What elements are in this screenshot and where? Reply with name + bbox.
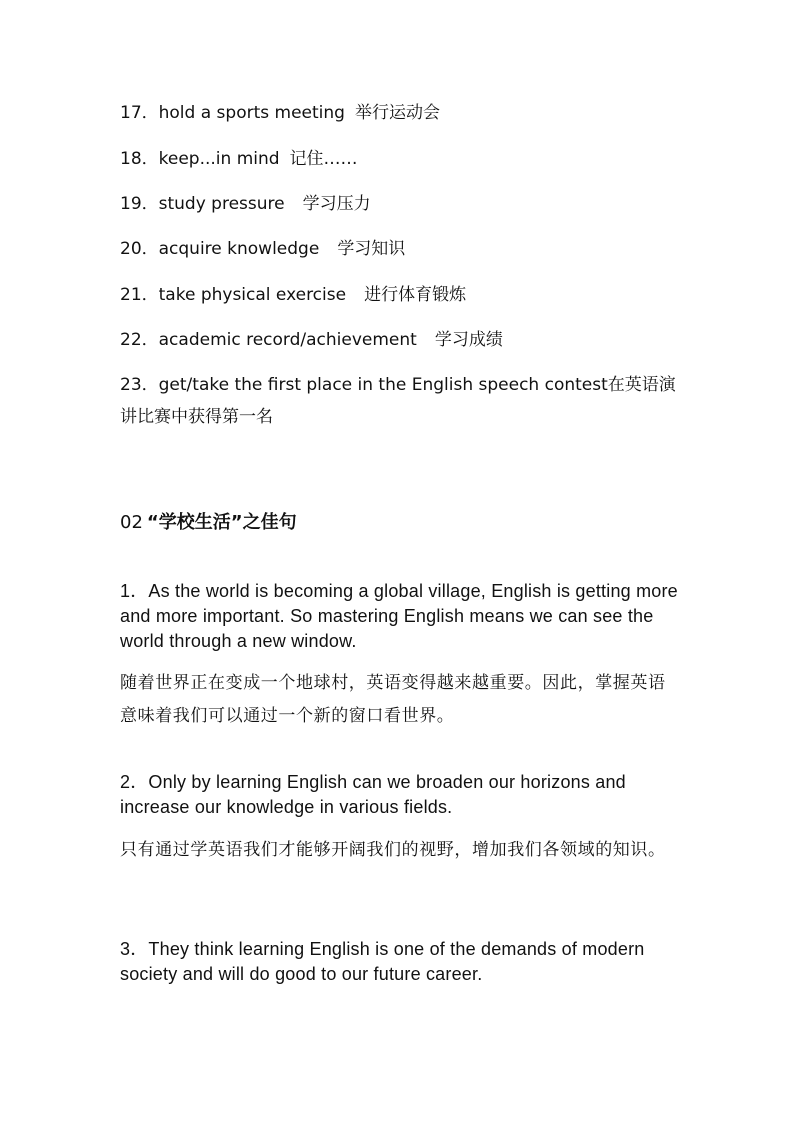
- sentence-1-chinese: 随着世界正在变成一个地球村，英语变得越来越重要。因此，掌握英语意味着我们可以通过一个新的窗口看世界。: [120, 673, 666, 726]
- phrase-item-17: [120, 101, 680, 125]
- phrase-english: 21．take physical exercise: [120, 285, 347, 305]
- phrase-english: 23．get/take the first place in the English speech contest: [120, 375, 608, 395]
- sentence-3-english: 3．They think learning English is one of the demands of modern society and will do good to our future career.: [120, 939, 645, 984]
- phrase-chinese: 在英语演讲比赛中获得第一名: [120, 375, 676, 427]
- sentence-2-chinese: 只有通过学英语我们才能够开阔我们的视野，增加我们各领域的知识。: [120, 840, 666, 860]
- phrase-item-22: [120, 328, 680, 352]
- phrase-english: 17．hold a sports meeting: [120, 103, 345, 123]
- phrase-item-21: [120, 283, 680, 307]
- phrase-item-19: [120, 192, 680, 216]
- phrase-english: 22．academic record/achievement: [120, 330, 417, 350]
- phrase-chinese: 举行运动会: [354, 103, 440, 123]
- section-heading: [120, 510, 297, 536]
- sentence-2-english: 2．Only by learning English can we broaden our horizons and increase our knowledge in various fields.: [120, 772, 626, 817]
- section-title: “学校生活”之佳句: [146, 512, 297, 533]
- phrase-english: 18．keep...in mind: [120, 149, 280, 169]
- phrase-item-20: [120, 237, 680, 261]
- phrase-chinese: 记住……: [289, 149, 358, 169]
- phrase-chinese: 进行体育锻炼: [364, 285, 467, 305]
- section-number: 02: [120, 512, 143, 533]
- phrase-chinese: 学习成绩: [434, 330, 503, 350]
- sentence-1-english: 1．As the world is becoming a global village, English is getting more and more important. So mastering English means we can see the world through a new window.: [120, 581, 678, 651]
- phrase-english: 19．study pressure: [120, 194, 285, 214]
- phrase-chinese: 学习知识: [337, 239, 406, 259]
- phrase-chinese: 学习压力: [302, 194, 371, 214]
- phrase-item-18: [120, 147, 680, 171]
- phrase-item-23: [120, 369, 680, 433]
- phrase-english: 20．acquire knowledge: [120, 239, 320, 259]
